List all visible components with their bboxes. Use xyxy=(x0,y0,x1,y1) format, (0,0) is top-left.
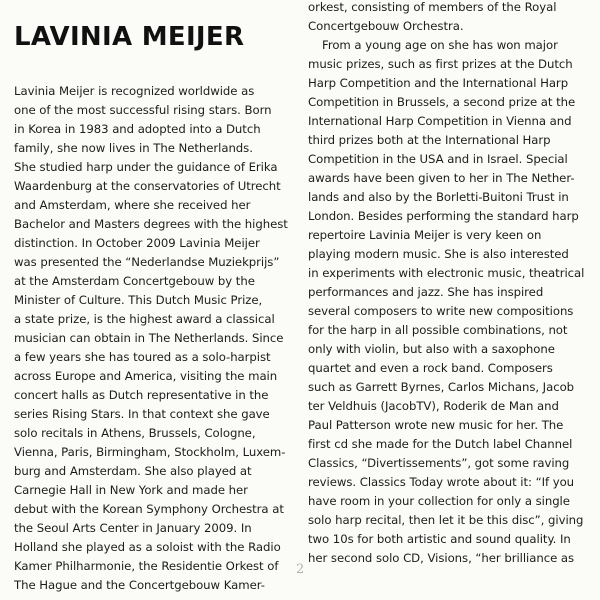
text-line: her second solo CD, Visions, “her brilliance as xyxy=(308,551,575,565)
text-line: lands and also by the Borletti-Buitoni Trust in xyxy=(308,190,569,204)
text-line: debut with the Korean Symphony Orchestra at xyxy=(14,502,284,516)
text-line: first cd she made for the Dutch label Channel xyxy=(308,437,573,451)
text-line: one of the most successful rising stars. Born xyxy=(14,103,272,117)
text-line: performances and jazz. She has inspired xyxy=(308,285,544,299)
text-line: music prizes, such as first prizes at the Dutch xyxy=(308,57,573,71)
text-line: playing modern music. She is also interested xyxy=(308,247,569,261)
page-title: LAVINIA MEIJER xyxy=(14,22,245,52)
text-line: Minister of Culture. This Dutch Music Prize, xyxy=(14,293,263,307)
text-line: Concertgebouw Orchestra. xyxy=(308,19,464,33)
text-line: such as Garrett Byrnes, Carlos Michans, Jacob xyxy=(308,380,575,394)
text-line: musician can obtain in The Netherlands. Since xyxy=(14,331,284,345)
text-line: quartet and even a rock band. Composers xyxy=(308,361,553,375)
text-line: awards have been given to her in The Nether- xyxy=(308,171,575,185)
text-line: International Harp Competition in Vienna and xyxy=(308,114,572,128)
text-line: family, she now lives in The Netherlands. xyxy=(14,141,253,155)
text-line: reviews. Classics Today wrote about it: “If you xyxy=(308,475,575,489)
text-line: Vienna, Paris, Birmingham, Stockholm, Luxem- xyxy=(14,445,286,459)
text-line: Competition in Brussels, a second prize at the xyxy=(308,95,576,109)
text-line: have room in your collection for only a single xyxy=(308,494,570,508)
text-line: Lavinia Meijer is recognized worldwide as xyxy=(14,84,255,98)
text-line: series Rising Stars. In that context she gave xyxy=(14,407,270,421)
text-line: London. Besides performing the standard harp xyxy=(308,209,579,223)
text-line: a state prize, is the highest award a classical xyxy=(14,312,275,326)
text-line: several composers to write new compositions xyxy=(308,304,574,318)
text-line: a few years she has toured as a solo-harpist xyxy=(14,350,271,364)
text-line: concert halls as Dutch representative in the xyxy=(14,388,269,402)
text-line: two 10s for both artistic and sound quality. In xyxy=(308,532,571,546)
text-line: and Amsterdam, where she received her xyxy=(14,198,251,212)
text-line: ter Veldhuis (JacobTV), Roderik de Man and xyxy=(308,399,559,413)
text-line: in experiments with electronic music, theatrical xyxy=(308,266,585,280)
text-line: was presented the “Nederlandse Muziekprijs” xyxy=(14,255,280,269)
text-line: the Seoul Arts Center in January 2009. In xyxy=(14,521,252,535)
text-line: third prizes both at the International Harp xyxy=(308,133,551,147)
text-line: The Hague and the Concertgebouw Kamer- xyxy=(14,578,265,592)
text-line: Waardenburg at the conservatories of Utrecht xyxy=(14,179,281,193)
text-line: distinction. In October 2009 Lavinia Meijer xyxy=(14,236,260,250)
left-body-text xyxy=(14,82,288,595)
text-line: Holland she played as a soloist with the Radio xyxy=(14,540,281,554)
text-line: From a young age on she has won major xyxy=(322,38,558,52)
text-line: Competition in the USA and in Israel. Special xyxy=(308,152,568,166)
text-line: only with violin, but also with a saxophone xyxy=(308,342,555,356)
text-line: Harp Competition and the International Harp xyxy=(308,76,569,90)
right-column xyxy=(308,0,585,568)
text-line: repertoire Lavinia Meijer is very keen on xyxy=(308,228,542,242)
text-line: Classics, “Divertissements”, got some raving xyxy=(308,456,570,470)
text-line: in Korea in 1983 and adopted into a Dutch xyxy=(14,122,261,136)
text-line: across Europe and America, visiting the main xyxy=(14,369,278,383)
text-line: solo harp recital, then let it be this disc”, giving xyxy=(308,513,584,527)
text-line: orkest, consisting of members of the Royal xyxy=(308,0,557,14)
page-number: 2 xyxy=(296,562,305,577)
text-line: Paul Patterson wrote new music for her. The xyxy=(308,418,564,432)
text-line: at the Amsterdam Concertgebouw by the xyxy=(14,274,255,288)
text-line: for the harp in all possible combinations, not xyxy=(308,323,568,337)
text-line: burg and Amsterdam. She also played at xyxy=(14,464,252,478)
text-line: She studied harp under the guidance of Erika xyxy=(14,160,278,174)
text-line: Kamer Philharmonie, the Residentie Orkest of xyxy=(14,559,279,573)
left-column xyxy=(14,0,288,595)
text-line: Bachelor and Masters degrees with the highest xyxy=(14,217,288,231)
text-line: Carnegie Hall in New York and made her xyxy=(14,483,248,497)
text-line: solo recitals in Athens, Brussels, Cologne, xyxy=(14,426,256,440)
